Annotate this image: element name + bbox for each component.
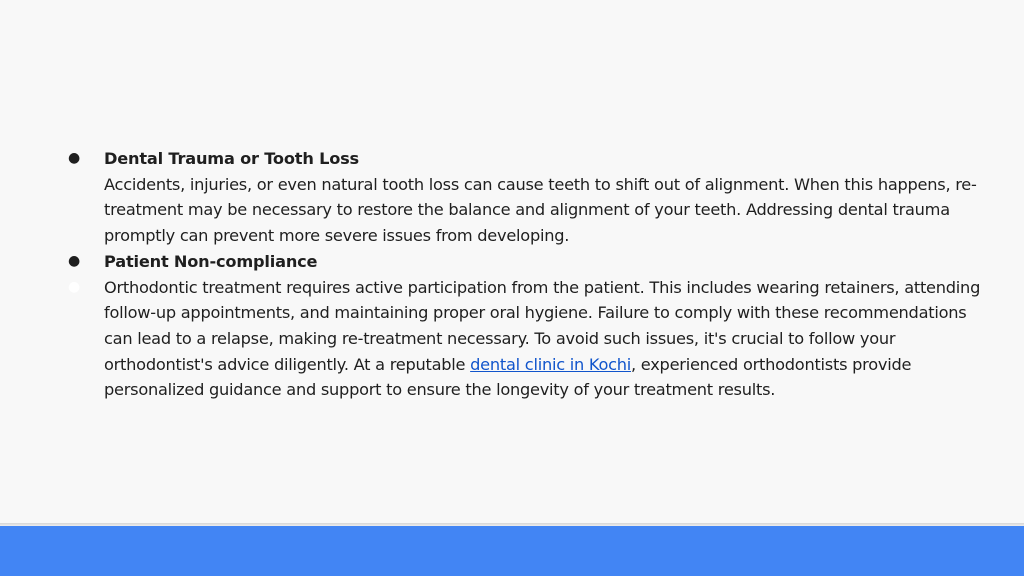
section-paragraph: Accidents, injuries, or even natural tooth loss can cause teeth to shift out of alignment. When this happens, re-treatment may be necessary to restore the balance and alignment of your teeth. Addressing dental trauma promptly can prevent more severe issues from developing. xyxy=(104,174,977,246)
list-item-dental-trauma xyxy=(66,146,986,172)
dental-clinic-link[interactable]: dental clinic in Kochi xyxy=(470,354,632,374)
bullet-icon: ● xyxy=(68,150,81,166)
list-item-patient-noncompliance xyxy=(66,249,986,275)
footer-bar xyxy=(0,526,1024,576)
bullet-icon: ● xyxy=(68,252,81,269)
paragraph-text-after-link: , experienced orthodontists provide personalized guidance and support to ensure the longevity of your treatment results. xyxy=(104,354,912,400)
content-list xyxy=(66,146,986,403)
list-item-patient-noncompliance-text xyxy=(66,275,986,404)
section-paragraph xyxy=(104,278,980,400)
paragraph-text-before-link: Orthodontic treatment requires active participation from the patient. This includes wearing retainers, attending follow-up appointments, and maintaining proper oral hygiene. Failure to comply with these recommendations can lead to a relapse, making re-treatment necessary. To avoid such issues, it's crucial to follow your orthodontist's advice diligently. At a reputable xyxy=(104,277,981,374)
bullet-faint-icon: ● xyxy=(68,278,81,295)
section-heading: Dental Trauma or Tooth Loss xyxy=(104,149,359,168)
section-heading: Patient Non-compliance xyxy=(104,251,318,271)
list-item-dental-trauma-text xyxy=(66,172,986,249)
